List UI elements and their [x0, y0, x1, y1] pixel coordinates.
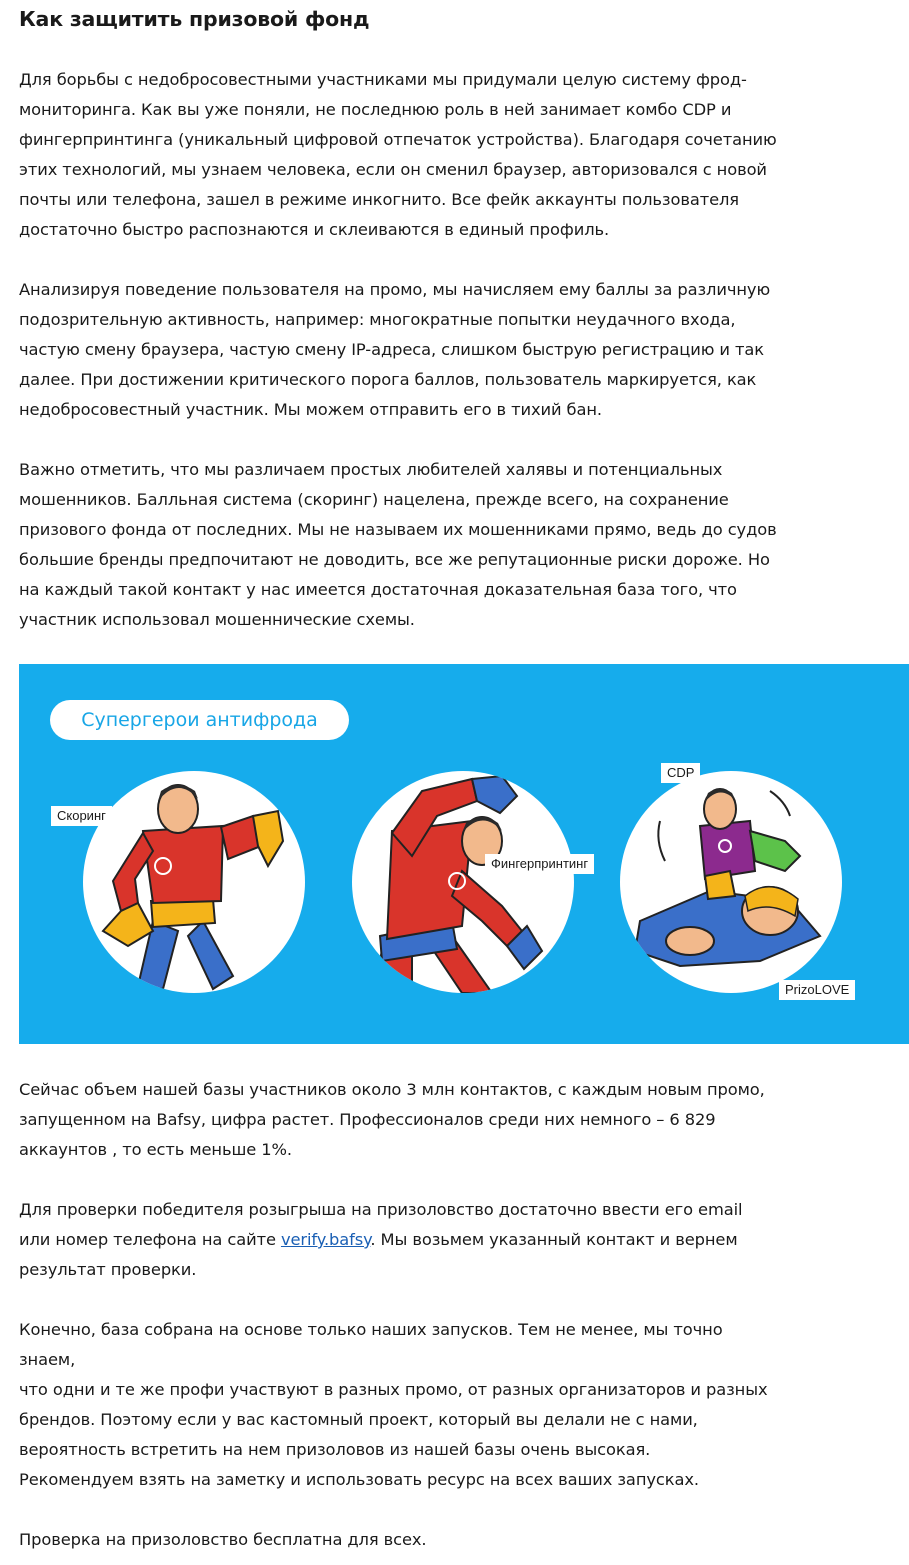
- text-line: Для борьбы с недобросовестными участниками мы придумали целую систему фрод-: [19, 70, 747, 89]
- paragraph-scoring: [19, 275, 779, 425]
- text-line: . Мы возьмем указанный контакт и вернем: [370, 1230, 738, 1249]
- text-line: на каждый такой контакт у нас имеется достаточная доказательная база того, что: [19, 580, 737, 599]
- paragraph-antifraud-system: [19, 65, 779, 245]
- text-line: вероятность встретить на нем призоловов из нашей базы очень высокая.: [19, 1440, 651, 1459]
- text-line: Рекомендуем взять на заметку и использовать ресурс на всех ваших запусках.: [19, 1470, 699, 1489]
- text-line: результат проверки.: [19, 1260, 197, 1279]
- hero-cdp-illustration: [620, 771, 842, 993]
- text-line: частую смену браузера, частую смену IP-адреса, слишком быструю регистрацию и так: [19, 340, 764, 359]
- text-line: или номер телефона на сайте: [19, 1230, 281, 1249]
- text-line: этих технологий, мы узнаем человека, если он сменил браузер, авторизовался с новой: [19, 160, 767, 179]
- text-line: брендов. Поэтому если у вас кастомный проект, который вы делали не с нами,: [19, 1410, 698, 1429]
- text-line: Важно отметить, что мы различаем простых любителей халявы и потенциальных: [19, 460, 723, 479]
- text-line: Сейчас объем нашей базы участников около 3 млн контактов, с каждым новым промо,: [19, 1080, 765, 1099]
- paragraph-free-check: [19, 1525, 779, 1555]
- text-line: Конечно, база собрана на основе только наших запусков. Тем не менее, мы точно знаем,: [19, 1320, 723, 1369]
- hero-scoring-illustration: [83, 771, 305, 993]
- paragraph-verification: [19, 1195, 779, 1285]
- text-line: Анализируя поведение пользователя на промо, мы начисляем ему баллы за различную: [19, 280, 771, 299]
- superheroes-banner: [19, 664, 909, 1044]
- text-line: мониторинга. Как вы уже поняли, не последнюю роль в ней занимает комбо CDP и: [19, 100, 732, 119]
- paragraph-recommendation: [19, 1465, 779, 1495]
- text-line: большие бренды предпочитают не доводить, все же репутационные риски дороже. Но: [19, 550, 770, 569]
- text-line: недобросовестный участник. Мы можем отправить его в тихий бан.: [19, 400, 602, 419]
- text-line: Для проверки победителя розыгрыша на призоловство достаточно ввести его email: [19, 1200, 743, 1219]
- label-scoring: Скоринг: [51, 806, 112, 826]
- text-line: запущенном на Bafsy, цифра растет. Профессионалов среди них немного – 6 829: [19, 1110, 716, 1129]
- hero-cdp-circle: [620, 771, 842, 993]
- text-line: что одни и те же профи участвуют в разных промо, от разных организаторов и разных: [19, 1380, 768, 1399]
- text-line: аккаунтов , то есть меньше 1%.: [19, 1140, 292, 1159]
- text-line: Проверка на призоловство бесплатна для всех.: [19, 1530, 427, 1549]
- paragraph-fraud-distinction: [19, 455, 779, 635]
- paragraph-database-size: [19, 1075, 779, 1165]
- label-cdp: CDP: [661, 763, 700, 783]
- text-line: участник использовал мошеннические схемы.: [19, 610, 415, 629]
- text-line: далее. При достижении критического порога баллов, пользователь маркируется, как: [19, 370, 757, 389]
- paragraph-database-coverage: [19, 1315, 779, 1465]
- text-line: почты или телефона, зашел в режиме инкогнито. Все фейк аккаунты пользователя: [19, 190, 739, 209]
- text-line: мошенников. Балльная система (скоринг) нацелена, прежде всего, на сохранение: [19, 490, 729, 509]
- text-line: подозрительную активность, например: многократные попытки неудачного входа,: [19, 310, 736, 329]
- hero-fingerprinting-illustration: [352, 771, 574, 993]
- text-line: призового фонда от последних. Мы не называем их мошенниками прямо, ведь до судов: [19, 520, 777, 539]
- article-heading: Как защитить призовой фонд: [19, 7, 370, 31]
- verify-bafsy-link[interactable]: verify.bafsy: [280, 1230, 371, 1249]
- hero-scoring-circle: [83, 771, 305, 993]
- text-line: фингерпринтинга (уникальный цифровой отпечаток устройства). Благодаря сочетанию: [19, 130, 777, 149]
- label-prizolove: PrizoLOVE: [779, 980, 855, 1000]
- hero-fingerprinting-circle: [352, 771, 574, 993]
- banner-heading: Супергерои антифрода: [50, 700, 349, 740]
- label-fingerprinting: Фингерпринтинг: [485, 854, 594, 874]
- text-line: достаточно быстро распознаются и склеиваются в единый профиль.: [19, 220, 610, 239]
